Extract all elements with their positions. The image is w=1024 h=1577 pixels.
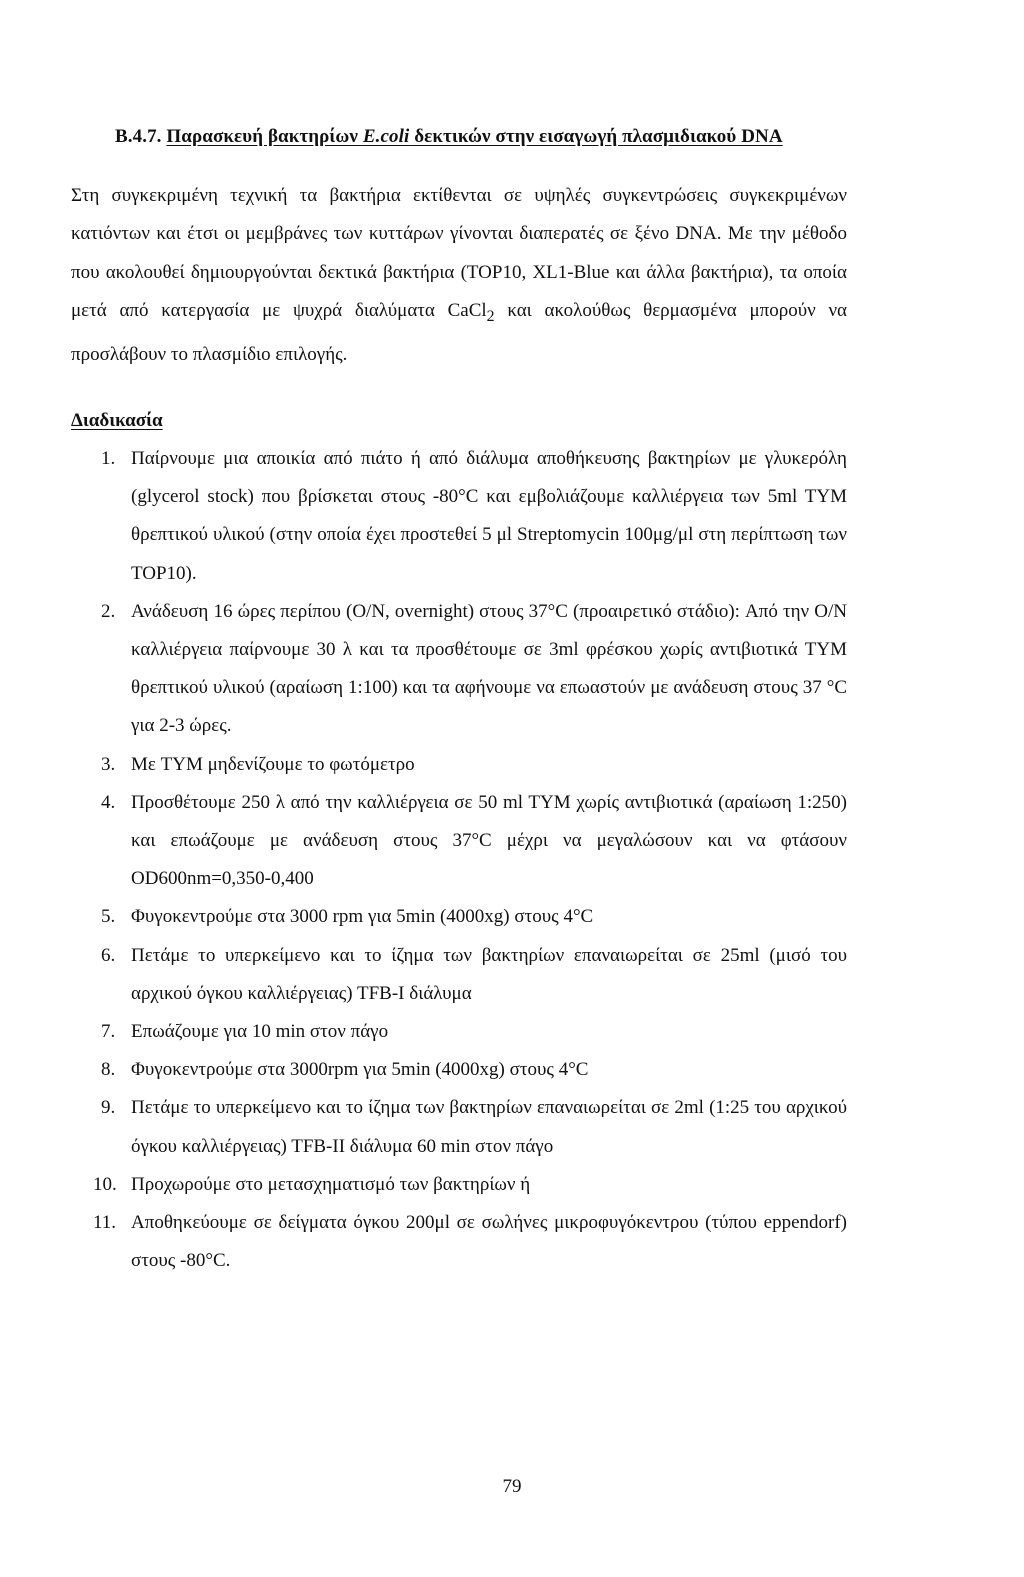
list-item — [71, 440, 847, 593]
section-heading — [115, 126, 783, 148]
list-item — [71, 1166, 847, 1204]
section-title-italic: E.coli — [362, 126, 410, 147]
list-item — [71, 898, 847, 936]
page-number: 79 — [502, 1476, 522, 1497]
step-number: 11. — [93, 1212, 117, 1234]
section-number: B.4.7. — [115, 126, 162, 147]
step-number: 3. — [101, 753, 116, 775]
step-text: Φυγοκεντρούμε στα 3000rpm για 5min (4000xg) στους 4°C — [131, 1059, 589, 1081]
list-item — [71, 784, 847, 899]
step-number: 8. — [101, 1059, 116, 1081]
list-item — [71, 593, 847, 746]
step-text: Πετάμε το υπερκείμενο και το ίζημα των βακτηρίων επαναιωρείται σε 25ml (μισό του αρχικού όγκου καλλιέργειας) TFB-I διάλυμα — [131, 944, 847, 1004]
list-item — [71, 1089, 847, 1165]
step-number: 5. — [101, 906, 116, 928]
section-title-part2: δεκτικών στην εισαγωγή πλασμιδιακού DNA — [409, 126, 783, 147]
intro-paragraph — [71, 177, 847, 375]
list-item — [71, 746, 847, 784]
step-text: Φυγοκεντρούμε στα 3000 rpm για 5min (4000xg) στους 4°C — [131, 906, 594, 928]
step-text: Πετάμε το υπερκείμενο και το ίζημα των βακτηρίων επαναιωρείται σε 2ml (1:25 του αρχικού όγκου καλλιέργειας) TFB-II διάλυμα 60 min στον πάγο — [131, 1097, 847, 1157]
step-number: 1. — [101, 448, 116, 469]
intro-text-2: και ακολούθως θερμασμένα μπορούν να προσλάβουν το πλασμίδιο επιλογής. — [71, 300, 847, 366]
step-text: Προχωρούμε στο μετασχηματισμό των βακτηρίων ή — [131, 1173, 531, 1195]
step-number: 9. — [101, 1097, 116, 1119]
step-text: Παίρνουμε μια αποικία από πιάτο ή από διάλυμα αποθήκευσης βακτηρίων με γλυκερόλη (glycerol stock) που βρίσκεται στους -80°C και εμβολιάζουμε καλλιέργεια των 5ml TYM θρεπτικού υλικού (στην οποία έχει προστεθεί 5 μl Streptomycin 100μg/μl στη περίπτωση των TOP10). — [131, 448, 847, 584]
list-item — [71, 1051, 847, 1089]
step-text: Αποθηκεύουμε σε δείγματα όγκου 200μl σε σωλήνες μικροφυγόκεντρου (τύπου eppendorf) στους -80°C. — [131, 1212, 847, 1272]
list-item — [71, 1013, 847, 1051]
step-number: 7. — [101, 1021, 116, 1043]
section-title — [166, 126, 782, 147]
section-title-part1: Παρασκευή βακτηρίων — [166, 126, 363, 147]
step-number: 10. — [93, 1173, 117, 1195]
step-text: Επωάζουμε για 10 min στον πάγο — [131, 1021, 389, 1043]
procedure-steps — [71, 440, 847, 1280]
procedure-title: Διαδικασία — [71, 410, 163, 431]
list-item — [71, 1204, 847, 1280]
step-number: 2. — [101, 600, 116, 622]
intro-subscript: 2 — [486, 308, 495, 326]
intro-text-1: Στη συγκεκριμένη τεχνική τα βακτήρια εκτίθενται σε υψηλές συγκεντρώσεις συγκεκριμένων κατιόντων και έτσι οι μεμβράνες των κυττάρων γίνονται διαπερατές σε ξένο DNA. Με την μέθοδο που ακολουθεί δημιουργούνται δεκτικά βακτήρια (TOP10, XL1-Blue και άλλα βακτήρια), τα οποία μετά από κατεργασία με ψυχρά διαλύματα CaCl — [71, 185, 847, 322]
step-number: 4. — [101, 791, 116, 813]
step-text: Προσθέτουμε 250 λ από την καλλιέργεια σε 50 ml TYM χωρίς αντιβιοτικά (αραίωση 1:250) και επωάζουμε με ανάδευση στους 37°C μέχρι να μεγαλώσουν και να φτάσουν OD600nm=0,350-0,400 — [131, 791, 847, 890]
step-text: Ανάδευση 16 ώρες περίπου (O/N, overnight) στους 37°C (προαιρετικό στάδιο): Από την O/N καλλιέργεια παίρνουμε 30 λ και τα προσθέτουμε σε 3ml φρέσκου χωρίς αντιβιοτικά TYM θρεπτικού υλικού (αραίωση 1:100) και τα αφήνουμε να επωαστούν με ανάδευση στους 37 °C για 2-3 ώρες. — [131, 600, 847, 737]
step-number: 6. — [101, 944, 116, 966]
step-text: Με TYM μηδενίζουμε το φωτόμετρο — [131, 753, 415, 775]
list-item — [71, 937, 847, 1013]
